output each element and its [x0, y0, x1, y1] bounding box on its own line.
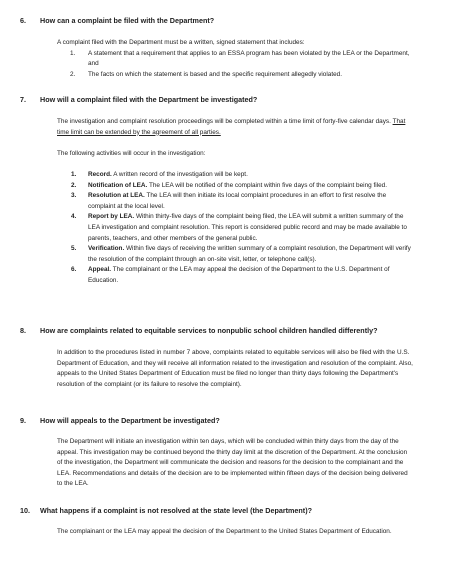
list-label: Verification.	[88, 245, 125, 253]
paragraph: The Department will initiate an investigation within ten days, which will be concluded within thirty days from the day of the appeal. This investigation may be continued beyond the thirty day limit at the discretion of the Department. At the conclusion of the investigation, the Department will communicate the decision and reasons for the decision to the complainant and the LEA. Recommendations and details of the decision are to be implemented within fifteen days of the decision being delivered to the LEA.	[57, 438, 408, 488]
question-8-heading	[20, 326, 440, 335]
list-label: Notification of LEA.	[88, 181, 148, 189]
list-label: Report by LEA.	[88, 213, 135, 221]
list-item	[57, 265, 413, 286]
question-number: 7.	[20, 95, 26, 104]
paragraph: The following activities will occur in the investigation:	[57, 149, 206, 157]
list-text: The complainant or the LEA may appeal the decision of the Department to the U.S. Department of Education.	[88, 266, 390, 284]
list-number: 1.	[70, 49, 76, 57]
question-title: How are complaints related to equitable services to nonpublic school children handled differently?	[40, 326, 378, 335]
list-label: Record.	[88, 170, 112, 178]
question-number: 9.	[20, 416, 26, 425]
paragraph	[57, 117, 413, 138]
list-item	[57, 170, 413, 181]
list-number: 2.	[71, 181, 77, 189]
list-item	[57, 191, 413, 212]
list-number: 1.	[71, 170, 77, 178]
list-number: 5.	[71, 245, 77, 253]
question-8-body	[57, 348, 413, 390]
list-label: Resolution at LEA.	[88, 192, 145, 200]
list-label: Appeal.	[88, 266, 112, 274]
paragraph: In addition to the procedures listed in number 7 above, complaints related to equitable services will also be filed with the U.S. Department of Education, and they will receive all information related to the investigation and resolution of the complaint. Also, appeals to the United States Department of Education must be filed no longer than thirty days following the Department's resolution of the complaint (or its failure to resolve the complaint).	[57, 349, 413, 388]
list-text: A statement that a requirement that applies to an ESSA program has been violated by the LEA or the Department, and	[88, 49, 410, 68]
list-text: Within five days of receiving the written summary of a complaint resolution, the Department will verify the resolution of the complaint through an on-site visit, letter, or telephone call(s).	[88, 245, 411, 263]
question-10-heading	[20, 506, 440, 515]
question-title: What happens if a complaint is not resolved at the state level (the Department)?	[40, 506, 312, 515]
list-item	[57, 244, 413, 265]
list-text: A written record of the investigation will be kept.	[111, 170, 248, 178]
underlined-text: That time limit can be extended by the agreement of all parties.	[57, 118, 406, 136]
list-text: The LEA will be notified of the complaint within five days of the complaint being filed.	[147, 181, 387, 189]
list-text: Within thirty-five days of the complaint being filed, the LEA will submit a written summary of the LEA investigation and complaint resolution. This report is considered public record and may be made available to parents, teachers, and other members of the general public.	[88, 213, 407, 242]
question-title: How will a complaint filed with the Department be investigated?	[40, 95, 258, 104]
list-text: The facts on which the statement is based and the specific requirement allegedly violated.	[88, 70, 342, 78]
list-item	[57, 49, 413, 70]
paragraph: A complaint filed with the Department must be a written, signed statement that includes:	[57, 39, 305, 46]
question-number: 10.	[20, 506, 30, 515]
question-9-heading	[20, 416, 440, 425]
question-10-body	[57, 527, 413, 538]
question-number: 8.	[20, 326, 26, 335]
list-item	[57, 181, 413, 192]
question-number: 6.	[20, 16, 26, 25]
question-title: How will appeals to the Department be investigated?	[40, 416, 220, 425]
question-title: How can a complaint be filed with the Department?	[40, 16, 215, 25]
list-item	[57, 70, 413, 81]
question-7-heading	[20, 95, 440, 104]
list-number: 3.	[71, 192, 77, 200]
list-number: 6.	[71, 266, 77, 274]
paragraph-text: The investigation and complaint resolution proceedings will be completed within a time limit of forty-five calendar days.	[57, 118, 393, 125]
list-number: 4.	[71, 213, 77, 221]
paragraph: The complainant or the LEA may appeal the decision of the Department to the United States Department of Education.	[57, 528, 392, 535]
list-item	[57, 212, 413, 244]
list-number: 2.	[70, 70, 76, 78]
list-text: The LEA will then initiate its local complaint procedures in an effort to first resolve the complaint at the local level.	[88, 192, 387, 210]
question-6-heading	[20, 16, 440, 25]
question-9-body	[57, 437, 413, 490]
requirements-list	[57, 49, 413, 81]
question-6-body	[57, 38, 413, 80]
question-7-body	[57, 117, 413, 287]
activities-list	[57, 170, 413, 287]
